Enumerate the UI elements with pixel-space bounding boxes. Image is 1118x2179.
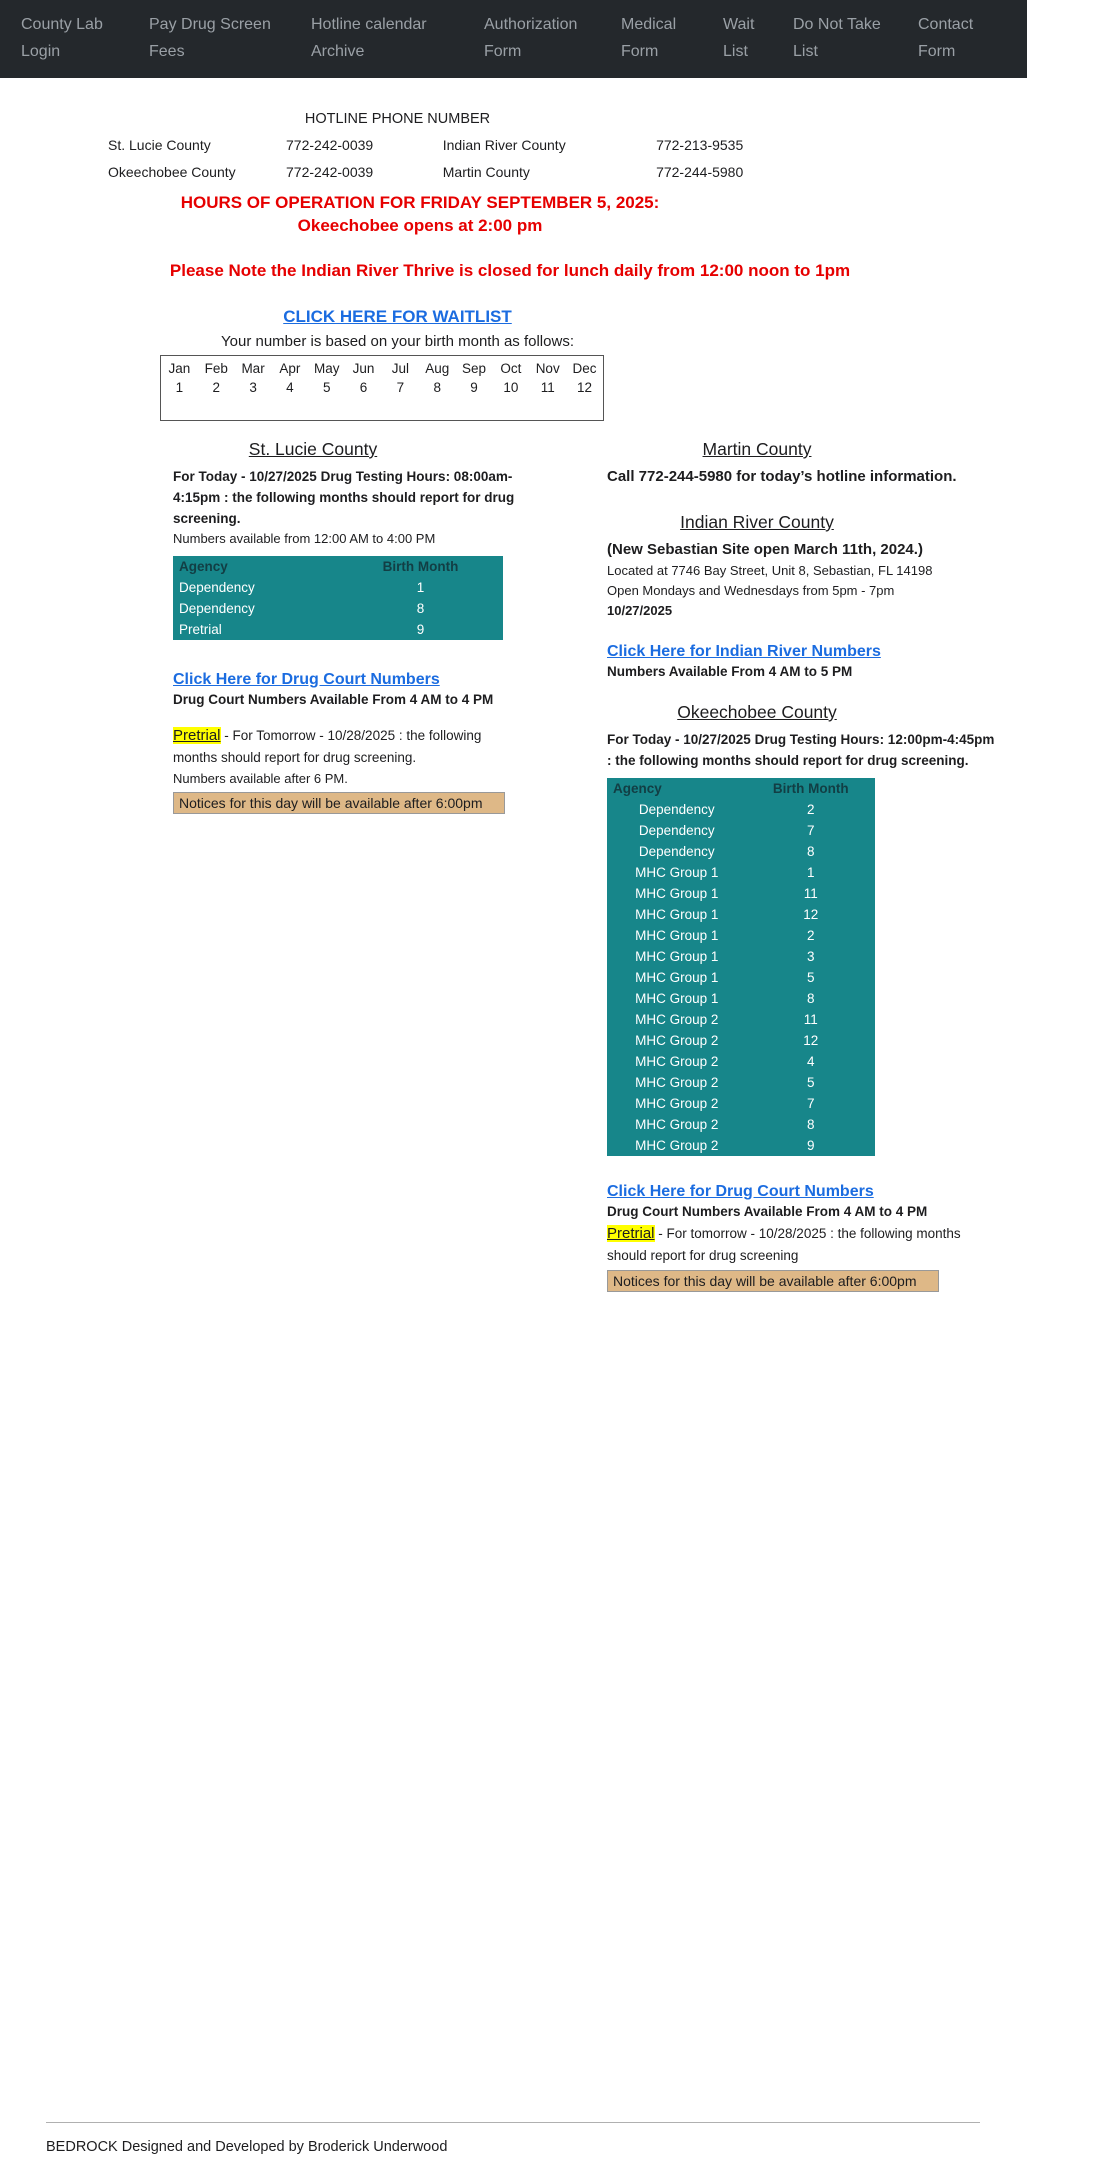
birth-month-header: Birth Month [772,781,849,796]
table-row [607,820,875,841]
month-label: Aug [425,361,450,376]
month-label: Jun [352,361,375,376]
st-lucie-today-text: For Today - 10/27/2025 Drug Testing Hours: 08:00am-4:15pm : the following months should report for drug screening. [173,469,515,526]
agency-cell: Dependency [638,844,715,859]
st-lucie-pretrial-para [173,725,518,769]
st-lucie-pretrial-numbers: Numbers available after 6 PM. [173,771,348,786]
county-name: Martin County [442,163,530,180]
month-label: Mar [241,361,265,376]
table-row [607,925,875,946]
birth-month-cell: 8 [807,991,815,1006]
waitlist-link[interactable]: CLICK HERE FOR WAITLIST [283,307,512,326]
nav-link[interactable]: Contact Form [918,16,974,60]
month-label: Apr [279,361,301,376]
okeechobee-pretrial-para [607,1223,1002,1267]
birth-month-table [161,359,603,397]
table-row [607,862,875,883]
agency-cell: MHC Group 2 [635,1033,719,1048]
hotline-row [108,158,795,185]
pretrial-text: - For tomorrow - 10/28/2025 : the following months should report for drug screening [607,1226,961,1263]
month-label: Oct [500,361,522,376]
agency-cell: MHC Group 1 [635,928,719,943]
okeechobee-today-text: For Today - 10/27/2025 Drug Testing Hours: 12:00pm-4:45pm : the following months should report for drug screening. [607,732,995,768]
indian-river-numbers-hours: Numbers Available From 4 AM to 5 PM [607,664,853,679]
month-label: Dec [572,361,597,376]
hotline-phone-table [108,131,795,185]
st-lucie-section [173,439,518,814]
hotline-row [108,131,795,158]
agency-cell: MHC Group 2 [635,1012,719,1027]
birth-month-cell: 1 [807,865,815,880]
table-row [607,841,875,862]
birth-month-caption: Your number is based on your birth month as follows: [221,333,574,350]
table-row [607,988,875,1009]
county-phone: 772-242-0039 [286,136,374,153]
table-row [173,598,503,619]
birth-month-header: Birth Month [382,559,459,574]
birth-month-table-box [160,355,604,421]
birth-month-cell: 12 [803,1033,819,1048]
month-number: 12 [577,380,593,395]
agency-cell: MHC Group 1 [635,886,719,901]
birth-month-cell: 1 [416,580,425,595]
st-lucie-numbers-available: Numbers available from 12:00 AM to 4:00 PM [173,531,436,546]
hotline-section [0,111,795,185]
footer-divider [46,2122,980,2123]
birth-month-cell: 8 [807,1117,815,1132]
birth-month-cell: 5 [807,1075,815,1090]
table-row [607,1135,875,1156]
agency-cell: MHC Group 1 [635,970,719,985]
st-lucie-drug-court-link[interactable]: Click Here for Drug Court Numbers [173,671,440,688]
county-name: Okeechobee County [108,163,236,180]
month-number: 9 [470,380,478,395]
indian-river-address: Located at 7746 Bay Street, Unit 8, Sebastian, FL 14198 [607,563,933,578]
okeechobee-drug-court-link[interactable]: Click Here for Drug Court Numbers [607,1183,874,1200]
birth-month-cell: 8 [416,601,425,616]
lunch-closure-note: Please Note the Indian River Thrive is closed for lunch daily from 12:00 noon to 1pm [169,261,851,280]
month-number: 8 [433,380,441,395]
indian-river-numbers-link[interactable]: Click Here for Indian River Numbers [607,643,881,660]
birth-month-cell: 4 [807,1054,815,1069]
birth-month-cell: 12 [803,907,819,922]
hotline-title: HOTLINE PHONE NUMBER [304,111,491,127]
table-row [607,1009,875,1030]
month-label: Nov [535,361,560,376]
county-phone: 772-244-5980 [656,163,744,180]
martin-info: Call 772-244-5980 for today’s hotline information. [607,468,957,485]
agency-cell: MHC Group 1 [635,865,719,880]
birth-month-cell: 7 [807,1096,815,1111]
nav-link[interactable]: Hotline calendar Archive [311,16,427,60]
agency-cell: Pretrial [179,622,222,637]
month-number: 7 [396,380,405,395]
agency-header: Agency [179,559,228,574]
top-navbar [0,0,1027,78]
birth-month-cell: 9 [416,622,425,637]
table-row [607,1030,875,1051]
table-row [607,967,875,988]
table-row [607,1114,875,1135]
st-lucie-notice-box: Notices for this day will be available after 6:00pm [173,792,505,814]
footer-credit: BEDROCK Designed and Developed by Broderick Underwood [46,2139,448,2155]
okeechobee-drug-court-hours: Drug Court Numbers Available From 4 AM to 4 PM [607,1204,928,1219]
birth-month-cell: 11 [803,886,818,901]
st-lucie-drug-court-hours: Drug Court Numbers Available From 4 AM to 4 PM [173,692,494,707]
month-number: 5 [322,380,331,395]
county-phone: 772-213-9535 [656,136,744,153]
month-label: Feb [204,361,228,376]
month-number: 6 [359,380,368,395]
birth-month-cell: 3 [807,949,815,964]
st-lucie-heading: St. Lucie County [248,439,378,459]
pretrial-highlight: Pretrial [607,1225,655,1242]
birth-month-cell: 2 [807,802,815,817]
agency-cell: MHC Group 2 [635,1138,719,1153]
indian-river-section [607,512,1002,679]
month-number: 4 [286,380,294,395]
month-label: Jul [391,361,410,376]
month-label: Jan [168,361,191,376]
indian-river-site-note: (New Sebastian Site open March 11th, 2024.) [607,541,923,558]
table-row [607,946,875,967]
month-number: 1 [175,380,184,395]
hours-of-operation-alert [0,191,840,237]
pretrial-text: - For Tomorrow - 10/28/2025 : the following months should report for drug screening. [173,728,482,765]
agency-cell: MHC Group 2 [635,1075,719,1090]
county-name: Indian River County [442,136,566,153]
birth-month-cell: 8 [807,844,815,859]
indian-river-open-hours: Open Mondays and Wednesdays from 5pm - 7pm [607,583,895,598]
okeechobee-notice-box: Notices for this day will be available after 6:00pm [607,1270,939,1292]
table-row [607,904,875,925]
martin-heading: Martin County [702,439,812,459]
agency-cell: Dependency [179,580,255,595]
nav-link[interactable]: Wait List [723,16,755,60]
agency-cell: Dependency [638,823,715,838]
agency-cell: MHC Group 2 [635,1054,719,1069]
okeechobee-section [607,702,1002,1292]
agency-cell: MHC Group 2 [635,1117,719,1132]
table-row [607,1051,875,1072]
county-phone: 772-242-0039 [286,163,374,180]
st-lucie-birthmonth-table [173,556,503,640]
agency-header: Agency [613,781,662,796]
agency-cell: MHC Group 1 [635,907,719,922]
martin-section [607,439,1002,488]
indian-river-date: 10/27/2025 [607,603,673,618]
birth-month-cell: 7 [807,823,815,838]
month-label: Sep [462,361,487,376]
nav-link[interactable]: Medical Form [621,16,677,60]
agency-cell: MHC Group 1 [635,991,719,1006]
month-number: 10 [503,380,519,395]
month-number: 2 [212,380,220,395]
agency-cell: MHC Group 2 [635,1096,719,1111]
agency-cell: Dependency [638,802,715,817]
table-row [173,577,503,598]
birth-month-cell: 2 [807,928,815,943]
pretrial-highlight: Pretrial [173,727,221,744]
nav-link[interactable]: Do Not Take List [793,16,881,60]
month-label: May [313,361,340,376]
agency-cell: MHC Group 1 [635,949,719,964]
nav-link[interactable]: Authorization Form [484,16,578,60]
table-row [607,883,875,904]
agency-cell: Dependency [179,601,255,616]
nav-link[interactable]: County Lab Login [21,16,103,60]
birth-month-cell: 11 [803,1012,818,1027]
okeechobee-heading: Okeechobee County [677,702,837,722]
month-number: 3 [249,380,257,395]
nav-link[interactable]: Pay Drug Screen Fees [149,16,271,60]
indian-river-heading: Indian River County [680,512,834,532]
okeechobee-birthmonth-table [607,778,875,1156]
table-row [173,619,503,640]
county-name: St. Lucie County [108,136,211,153]
hours-line-1: HOURS OF OPERATION FOR FRIDAY SEPTEMBER 5, 2025: [180,193,660,212]
birth-month-cell: 9 [807,1138,815,1153]
birth-month-cell: 5 [807,970,815,985]
table-row [607,1072,875,1093]
month-number: 11 [540,380,555,395]
hours-line-2: Okeechobee opens at 2:00 pm [297,216,543,235]
table-row [607,1093,875,1114]
table-row [607,799,875,820]
